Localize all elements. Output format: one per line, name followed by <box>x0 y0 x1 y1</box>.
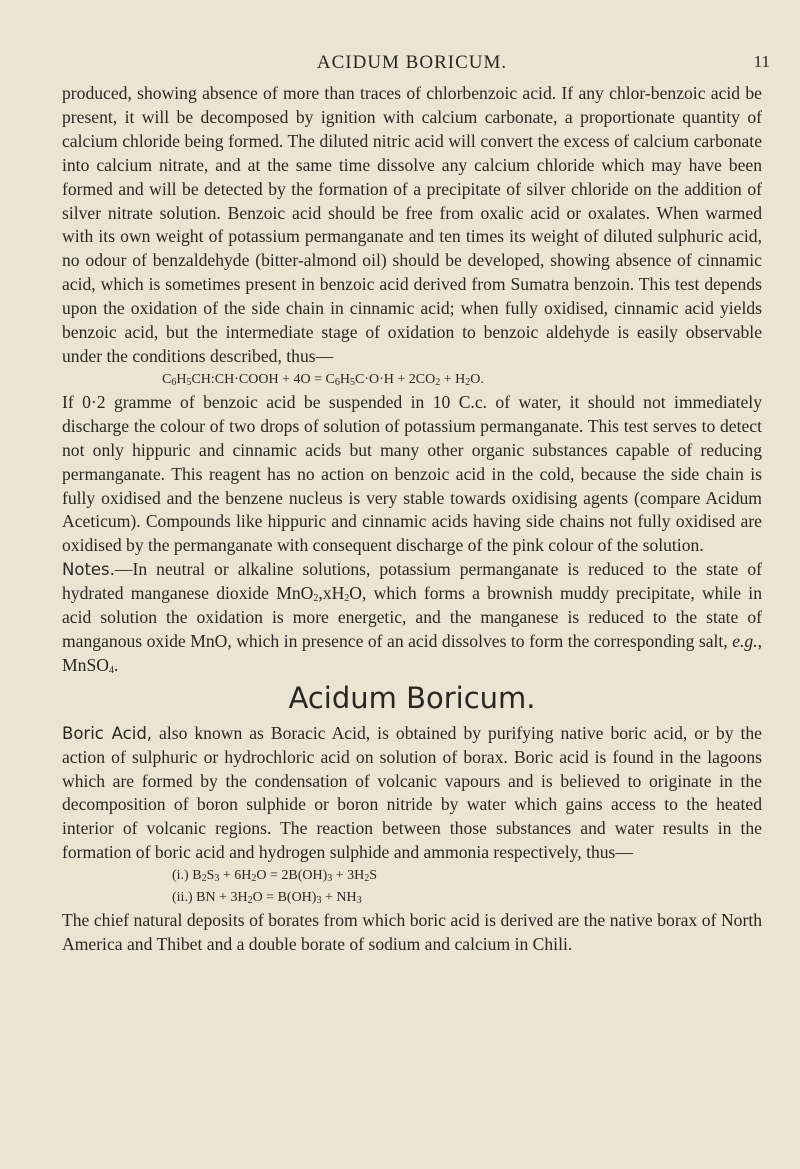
running-header <box>62 52 770 82</box>
running-title: ACIDUM BORICUM. <box>316 52 508 73</box>
paragraph-natural-deposits: The chief natural deposits of borates from which boric acid is derived are the native borax of North America and Thibet and a double borate of sodium and calcium in Chili. <box>62 910 762 955</box>
page-number: 11 <box>753 52 770 71</box>
equation-boron-sulphide: (i.) $B_2S_3 + 6H_2O = 2B(OH)_3 + 3H_2S$ <box>172 868 378 885</box>
paragraph-notes: Notes.—In neutral or alkaline solutions, potassium permanganate is reduced to the state of hydrated manganese dioxide $MnO_2,xH_2O$, which forms a brownish muddy precipitate, while in acid solution the oxidation is more energetic, and the manganese is reduced to the state of manganous oxide MnO, which in presence of an acid dissolves to form the corresponding salt, e.g., MnSO$_4$. <box>62 559 762 676</box>
equation-boron-nitride: (ii.) BN + $3H_2O = B(OH)_3 + NH_3$ <box>172 890 362 907</box>
page <box>62 52 770 957</box>
section-title: Acidum Boricum. <box>288 680 536 715</box>
notes-label: Notes. <box>62 560 115 580</box>
equation-cinnamic-oxidation: $C_6H_5CH:CH\cdot COOH + 4O = C_6H_5C\cdot O\cdot H + 2CO_2 + H_2O$. <box>162 371 484 388</box>
boric-lead-in: Boric Acid, <box>62 723 153 743</box>
paragraph-permanganate-test: If 0·2 gramme of benzoic acid be suspended in 10 C.c. of water, it should not immediately discharge the colour of two drops of solution of potassium permanganate. This test serves to detect not only hippuric and cinnamic acids but many other organic substances capable of reducing permanganate. This reagent has no action on benzoic acid in the cold, because the side chain is fully oxidised and the benzene nucleus is very stable towards oxidising agents (compare Acidum Aceticum). Compounds like hippuric and cinnamic acids having side chains not fully oxidised are oxidised by the permanganate with consequent discharge of the pink colour of the solution. <box>62 391 762 556</box>
paragraph-boric-acid: Boric Acid, also known as Boracic Acid, is obtained by purifying native boric acid, or by the action of sulphuric or hydrochloric acid on solution of borax. Boric acid is found in the lagoons which are formed by the condensation of volcanic vapours and is believed to originate in the decomposition of boron sulphide or boron nitride by water which gains access to the heated interior of volcanic regions. The reaction between those substances and water results in the formation of boric acid and hydrogen sulphide and ammonia respectively, thus— <box>62 722 762 863</box>
paragraph-benzoic-tests: produced, showing absence of more than traces of chlorbenzoic acid. If any chlor-benzoic acid be present, it will be decomposed by ignition with calcium carbonate, a proportionate quantity of calcium chloride being formed. The diluted nitric acid will convert the excess of calcium carbonate into calcium nitrate, and at the same time dissolve any calcium chloride which may have been formed and will be detected by the formation of a precipitate of silver chloride on the addition of silver nitrate solution. Benzoic acid should be free from oxalic acid or oxalates. When warmed with its own weight of potassium permanganate and ten times its weight of diluted sulphuric acid, no odour of benzaldehyde (bitter-almond oil) should be developed, showing absence of cinnamic acid, which is sometimes present in benzoic acid derived from Sumatra benzoin. This test depends upon the oxidation of the side chain in cinnamic acid; when fully oxidised, cinnamic acid yields benzoic acid, but the intermediate stage of oxidation to benzoic aldehyde is easily observable under the conditions described, thus— <box>62 83 762 366</box>
